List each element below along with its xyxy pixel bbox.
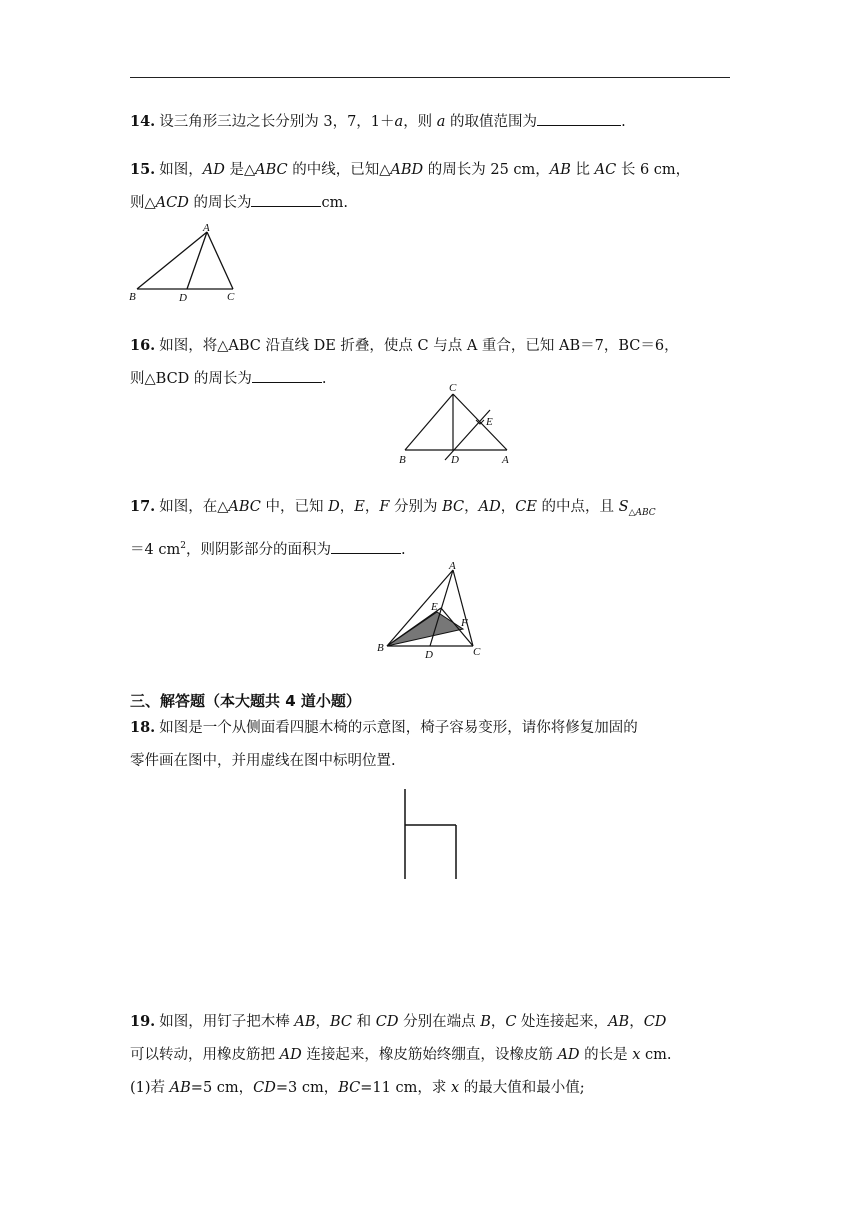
section-heading: 三、解答题（本大题共 4 道小题） xyxy=(130,692,361,710)
question-15: 15. 如图，AD 是△ABC 的中线，已知△ABD 的周长为 25 cm，AB 比 AC 长 6 cm， 则△ACD 的周长为 cm. xyxy=(130,161,691,211)
label-d: D xyxy=(451,454,459,466)
label-d: D xyxy=(425,649,433,661)
label-b: B xyxy=(399,454,406,466)
figure-q17-shaded xyxy=(375,560,495,665)
answer-blank[interactable] xyxy=(537,111,621,126)
label-c: C xyxy=(227,291,235,303)
question-number: 19. xyxy=(130,1013,156,1030)
answer-blank[interactable] xyxy=(331,539,401,554)
figure-q15-triangle xyxy=(125,222,255,307)
label-d: D xyxy=(179,292,187,304)
label-e: E xyxy=(486,416,493,428)
question-18: 18. 如图是一个从侧面看四腿木椅的示意图，椅子容易变形，请你将修复加固的 零件画在图中，并用虚线在图中标明位置. xyxy=(130,719,638,769)
label-c: C xyxy=(449,382,457,394)
side-ac xyxy=(207,232,233,289)
label-a: A xyxy=(203,222,210,234)
fold-line-de xyxy=(445,410,490,460)
question-16: 16. 如图，将△ABC 沿直线 DE 折叠，使点 C 与点 A 重合，已知 AB＝7，BC＝6， 则△BCD 的周长为 . xyxy=(130,337,679,387)
question-number: 17. xyxy=(130,498,156,515)
question-19: 19. 如图，用钉子把木棒 AB，BC 和 CD 分别在端点 B，C 处连接起来，AB，CD 可以转动，用橡皮筋把 AD 连接起来，橡皮筋始终绷直，设橡皮筋 AD 的长是 x cm. (1)若 AB=5 cm，CD=3 cm，BC=11 cm，求 x 的最大值和最小值; xyxy=(130,1013,672,1096)
label-a: A xyxy=(449,560,456,572)
answer-blank[interactable] xyxy=(251,192,321,207)
shaded-region xyxy=(387,612,463,646)
figure-q16-fold xyxy=(395,380,525,470)
label-b: B xyxy=(129,291,136,303)
figure-q18-chair xyxy=(395,785,465,885)
question-17: 17. 如图，在△ABC 中，已知 D，E，F 分别为 BC，AD，CE 的中点，且 $S_{\triangle ABC}$ ＝4 $cm^2$，则阴影部分的面积为 . xyxy=(130,498,656,558)
label-f: F xyxy=(461,617,468,629)
side-bc xyxy=(405,394,453,450)
question-number: 14. xyxy=(130,113,156,130)
question-number: 16. xyxy=(130,337,156,354)
header-rule xyxy=(130,77,730,78)
answer-blank[interactable] xyxy=(252,368,322,383)
label-c: C xyxy=(473,646,481,658)
question-number: 15. xyxy=(130,161,156,178)
label-a: A xyxy=(502,454,509,466)
label-b: B xyxy=(377,642,384,654)
label-e: E xyxy=(431,601,438,613)
question-number: 18. xyxy=(130,719,156,736)
question-14: 14. 设三角形三边之长分别为 3，7，1＋a，则 a 的取值范围为 . xyxy=(130,113,626,130)
